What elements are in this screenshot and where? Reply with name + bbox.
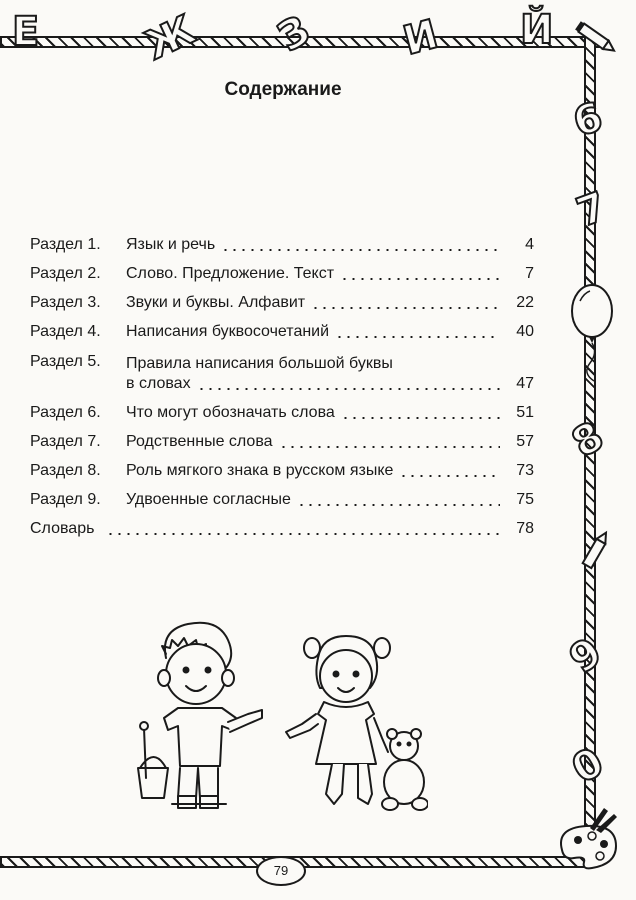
border-digit: 0 [564,739,612,793]
toc-section-label: Раздел 9. [30,491,101,508]
border-digit: 8 [564,413,612,467]
toc-section-label: Раздел 5. [30,353,101,370]
palette-icon [556,806,620,876]
border-letter: Е [12,9,40,55]
toc-page-number: 75 [516,491,534,508]
border-letter: Ж [138,6,203,70]
toc-row[interactable] [30,226,534,255]
toc-row[interactable] [30,452,534,481]
toc-section-label: Раздел 6. [30,404,101,421]
toc-row[interactable] [30,313,534,342]
border-letter: И [398,11,443,65]
toc-row[interactable] [30,423,534,452]
toc-section-title: Слово. Предложение. Текст [126,265,335,282]
toc-leader-dots [311,307,500,309]
children-illustration [128,618,428,828]
toc-row[interactable] [30,342,534,394]
toc-row[interactable] [30,510,534,539]
pencil-icon [572,20,620,56]
toc-leader-dots [197,388,500,390]
toc-leader-dots [221,249,500,251]
toc-leader-dots [297,504,500,506]
toc-row[interactable] [30,481,534,510]
toc-leader-dots [335,336,500,338]
toc-leader-dots [399,475,500,477]
toc-section-label: Раздел 2. [30,265,101,282]
toc-page-number: 51 [516,404,534,421]
toc-section-title: Удвоенные согласные [126,491,291,508]
page-title: Содержание [224,79,342,100]
toc-page-number: 7 [525,265,534,282]
toc-leader-dots [279,446,500,448]
pencil-icon [576,520,616,580]
toc-page-number: 78 [516,520,534,537]
toc-row[interactable] [30,394,534,423]
balloon-icon [570,283,616,383]
toc-section-title-continued: в словах [126,375,191,392]
toc-section-label: Раздел 7. [30,433,101,450]
toc-page-number: 57 [516,433,534,450]
toc-row[interactable] [30,255,534,284]
toc-section-title: Правила написания большой буквы [126,355,393,372]
border-digit: 6 [568,94,608,146]
toc-section-title: Что могут обозначать слова [126,404,335,421]
toc-leader-dots [341,417,500,419]
toc-page-number: 47 [516,375,534,392]
toc-section-label: Словарь [30,520,95,537]
toc-section-title: Звуки и буквы. Алфавит [126,294,306,311]
border-letter: З [270,6,319,62]
toc-section-title: Родственные слова [126,433,273,450]
border-digit: 9 [561,629,611,683]
toc-page-number: 40 [516,323,534,340]
toc-section-label: Раздел 8. [30,462,101,479]
toc-page-number: 73 [516,462,534,479]
toc-section-label: Раздел 1. [30,236,101,253]
toc-section-title: Написания буквосочетаний [126,323,330,340]
page-number: 79 [256,856,306,886]
border-letter: Й [520,7,554,53]
table-of-contents [30,226,534,539]
toc-page-number: 4 [525,236,534,253]
toc-section-label: Раздел 4. [30,323,101,340]
toc-leader-dots [106,533,500,535]
toc-section-title: Язык и речь [126,236,216,253]
border-digit: 7 [570,183,613,237]
toc-section-title: Роль мягкого знака в русском языке [126,462,394,479]
toc-page-number: 22 [516,294,534,311]
toc-leader-dots [340,278,500,280]
toc-section-label: Раздел 3. [30,294,101,311]
toc-row[interactable] [30,284,534,313]
